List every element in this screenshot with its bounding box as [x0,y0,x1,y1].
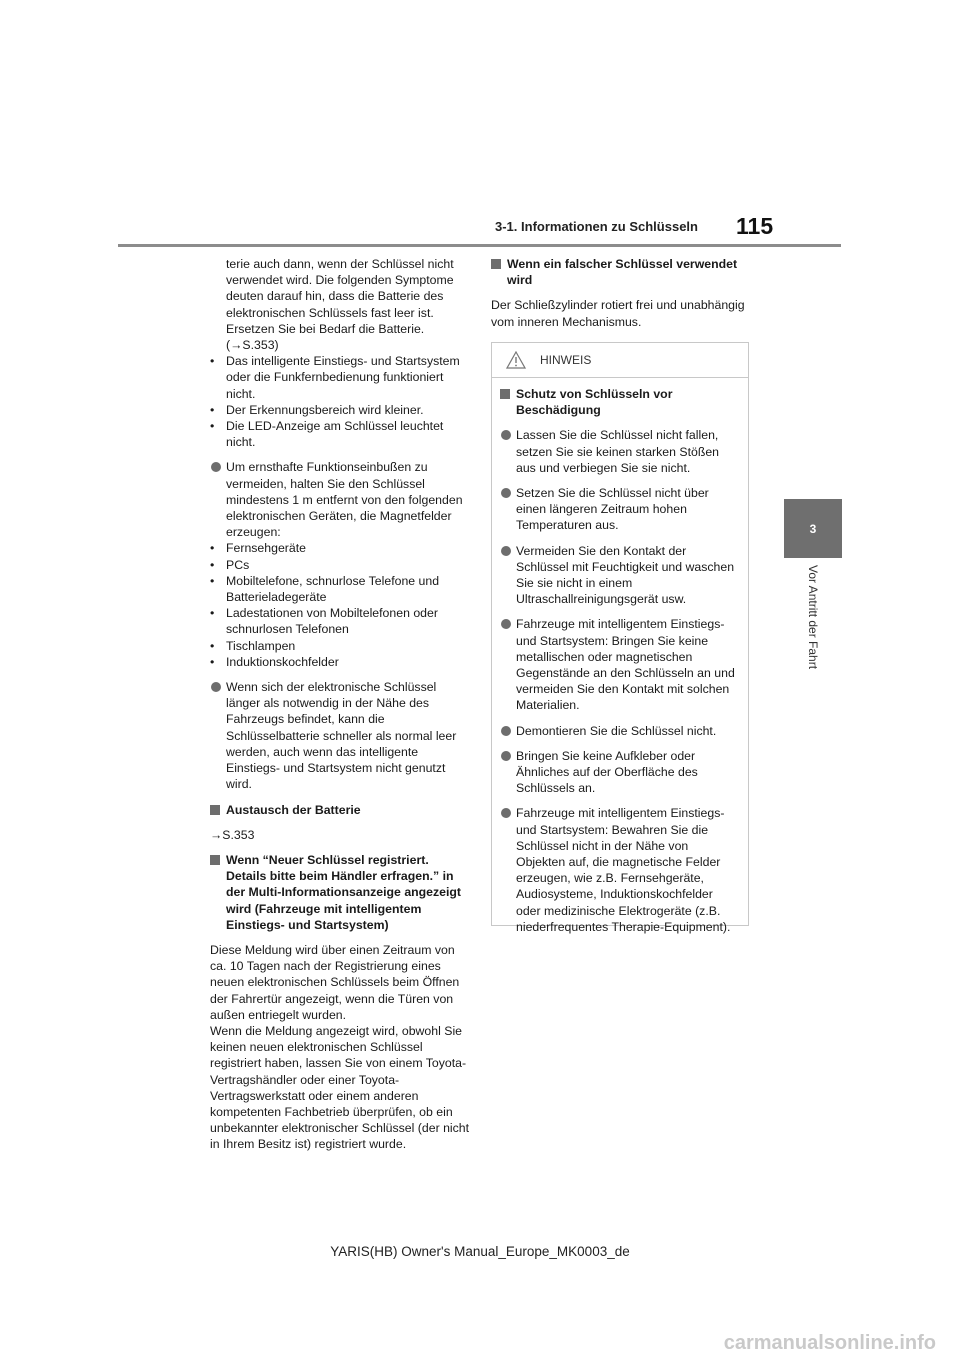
right-column [491,256,753,330]
notice-item: Lassen Sie die Schlüssel nicht fallen, setzen Sie sie keinen starken Stößen aus und verbiegen Sie sie nicht. [500,427,740,476]
warning-triangle-icon [506,351,526,369]
bullet-circle-icon [501,751,511,761]
bullet-circle-icon [501,430,511,440]
chapter-tab [784,499,842,558]
list-item: • Ladestationen von Mobiltelefonen oder schnurlosen Telefonen [210,606,438,637]
list-item: • PCs [210,557,250,572]
list-item: • Induktionskochfelder [210,654,339,669]
symptom-list [210,353,472,450]
list-item: • Die LED-Anzeige am Schlüssel leuchtet nicht. [210,419,444,450]
bullet-circle-icon [501,808,511,818]
body-paragraph: Wenn die Meldung angezeigt wird, obwohl Sie keinen neuen elektronischen Schlüssel registriert haben, lassen Sie von einem Toyota-Vertragshändler oder einer Toyota-Vertragswerkstatt oder einem anderen kompetenten Fachbetrieb überprüfen, ob ein unbekannter elektronischer Schlüssel (der nicht in Ihrem Besitz ist) registriert wurde. [210,1023,470,1152]
square-bullet-icon [500,389,510,399]
section-heading: Wenn ein falscher Schlüssel verwendet wird [491,256,753,288]
notice-box [491,342,749,934]
page-number: 115 [736,213,774,239]
notice-body [492,378,748,935]
section-title: 3-1. Informationen zu Schlüsseln [495,219,698,234]
square-bullet-icon [210,855,220,865]
notice-item: Demontieren Sie die Schlüssel nicht. [500,723,740,739]
notice-label: HINWEIS [540,353,592,367]
bullet-paragraph: Um ernsthafte Funktionseinbußen zu vermeiden, halten Sie den Schlüssel mindestens 1 m entfernt von den folgenden elektronischen Geräten, die Magnetfelder erzeugen: [210,459,472,540]
body-paragraph: Diese Meldung wird über einen Zeitraum von ca. 10 Tagen nach der Registrierung eines neuen elektronischen Schlüssels beim Öffnen der Fahrertür angezeigt, wenn die Türen von außen entriegelt wurden. [210,942,460,1022]
notice-header [492,343,748,378]
notice-item: Fahrzeuge mit intelligentem Einstiegs- und Startsystem: Bewahren Sie die Schlüssel nicht in der Nähe von Objekten auf, die magnetische Felder erzeugen, wie z.B. Fernsehgeräte, Audiosysteme, Induktionskochfelder oder medizinische Elektrogeräte (z.B. niederfrequentes Therapie-Equipment). [500,805,740,935]
notice-item: Setzen Sie die Schlüssel nicht über einen längeren Zeitraum hohen Temperaturen aus. [500,485,740,534]
list-item: • Der Erkennungsbereich wird kleiner. [210,402,424,417]
bullet-circle-icon [211,462,221,472]
continuation-text: terie auch dann, wenn der Schlüssel nicht verwendet wird. Die folgenden Symptome deuten darauf hin, dass die Batterie des elektronischen Schlüssels fast leer ist. Ersetzen Sie bei Bedarf die Batterie. [226,257,454,336]
list-item: • Fernsehgeräte [210,541,306,556]
left-column [210,256,472,1153]
list-item: • Mobiltelefone, schnurlose Telefone und Batterieladegeräte [210,573,440,605]
bullet-circle-icon [501,619,511,629]
notice-item: Fahrzeuge mit intelligentem Einstiegs- und Startsystem: Bringen Sie keine metallischen oder magnetischen Gegenstände an den Schlüsseln an und vermeiden Sie den Kontakt mit solchen Materialien. [500,616,740,713]
notice-item: Bringen Sie keine Aufkleber oder Ähnliches auf der Oberfläche des Schlüssels an. [500,748,740,797]
list-item: • Tischlampen [210,638,296,653]
section-heading: Austausch der Batterie [210,802,472,818]
watermark: carmanualsonline.info [723,1332,936,1354]
chapter-label: Vor Antritt der Fahrt [806,565,820,670]
list-item: • Das intelligente Einstiegs- und Startsystem oder die Funkfernbedienung funktioniert nicht. [210,354,460,401]
notice-heading: Schutz von Schlüsseln vor Beschädigung [500,386,740,418]
body-paragraph: Der Schließzylinder rotiert frei und unabhängig vom inneren Mechanismus. [491,298,745,329]
bullet-paragraph: Wenn sich der elektronische Schlüssel länger als notwendig in der Nähe des Fahrzeugs befindet, kann die Schlüsselbatterie schneller als normal leer werden, auch wenn das intelligente Einstiegs- und Startsystem nicht genutzt wird. [210,679,472,792]
section-heading: Wenn “Neuer Schlüssel registriert. Details bitte beim Händler erfragen.” in der Multi-Informationsanzeige angezeigt wird (Fahrzeuge mit intelligentem Einstiegs- und Startsystem) [210,852,472,933]
chapter-number: 3 [809,521,817,536]
device-list [210,540,472,670]
continuation-ref: (→S.353) [226,338,279,353]
bullet-circle-icon [501,546,511,556]
square-bullet-icon [491,259,501,269]
notice-item: Vermeiden Sie den Kontakt der Schlüssel mit Feuchtigkeit und waschen Sie sie nicht in einem Ultraschallreinigungsgerät usw. [500,543,740,608]
footer-text: YARIS(HB) Owner's Manual_Europe_MK0003_de [330,1244,630,1259]
header-divider [118,244,841,247]
cross-reference: →S.353 [210,827,255,842]
bullet-circle-icon [211,682,221,692]
bullet-circle-icon [501,726,511,736]
bullet-circle-icon [501,488,511,498]
square-bullet-icon [210,805,220,815]
